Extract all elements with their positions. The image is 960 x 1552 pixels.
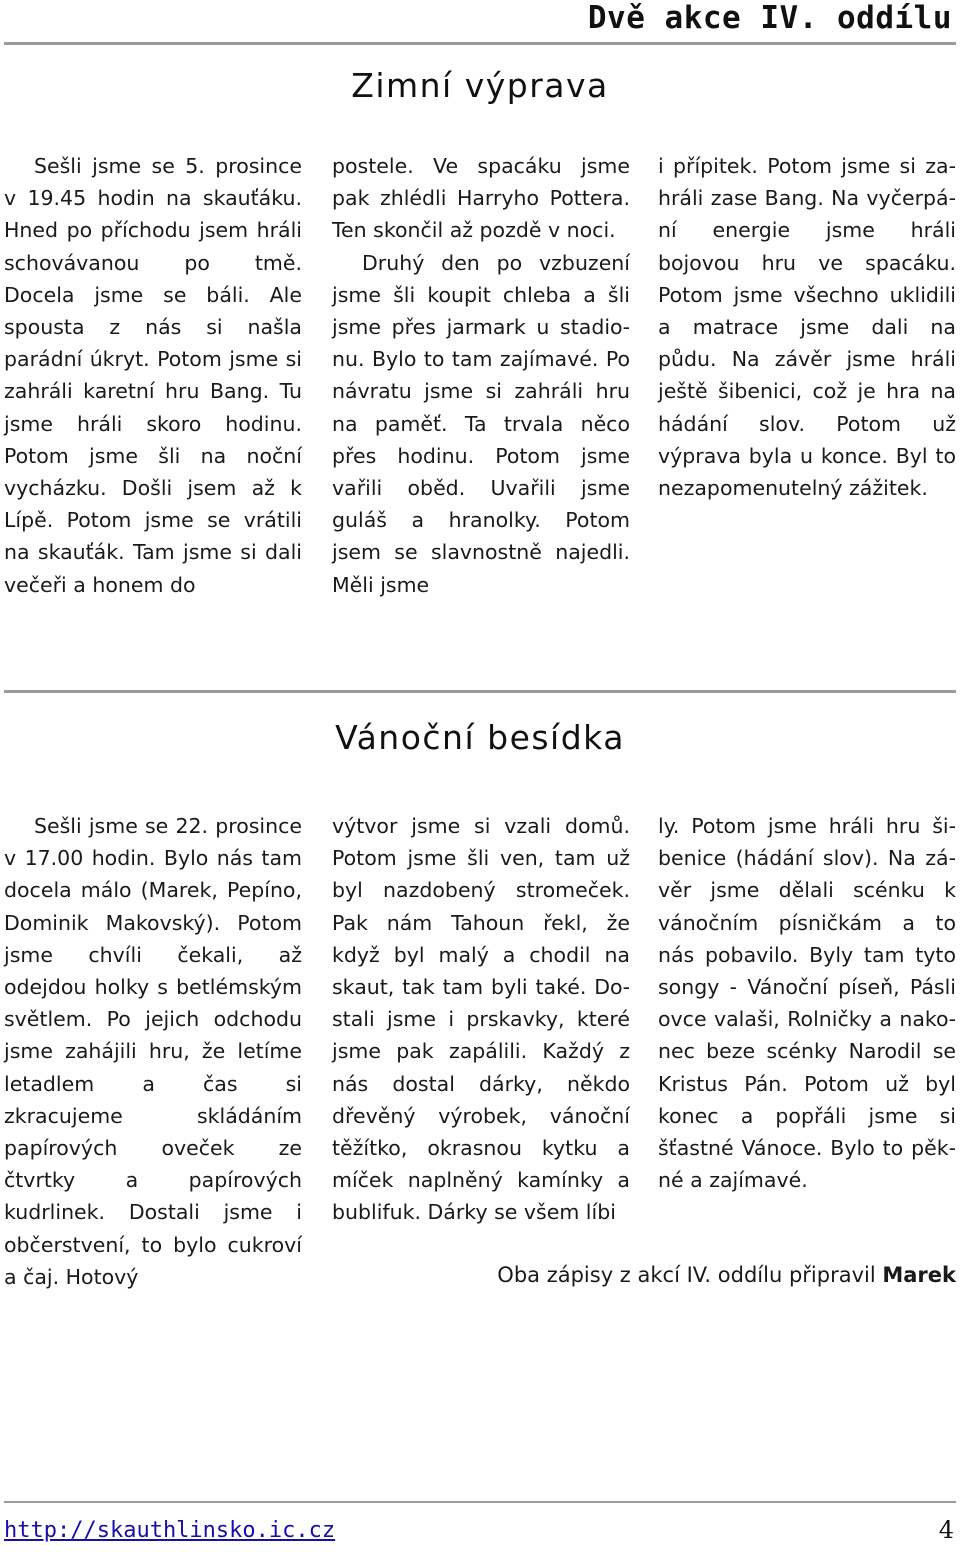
section1-paragraph: postele. Ve spacáku jsme pak zhlédli Harryho Pottera. Ten skončil až pozdě v noci. bbox=[332, 154, 630, 243]
section1-column-1 bbox=[4, 150, 302, 601]
section2-paragraph: výtvor jsme si vzali domů. Potom jsme šli ven, tam už byl nazdobený stromeček. Pak nám Tahoun řekl, že když byl malý a chodil na skaut, tak tam byli také. Dostali jsme i prskavky, které jsme pak zapálili. Každý z nás dostal dárky, někdo dřevěný výrobek, vánoční těžítko, okrasnou kytku a míček naplněný kamínky a bublifuk. Dárky se všem líbi bbox=[332, 814, 630, 1225]
credit-text: Oba zápisy z akcí IV. oddílu připravil bbox=[497, 1263, 883, 1287]
credit-author: Marek bbox=[882, 1263, 956, 1287]
section-title-vanocni-besidka: Vánoční besídka bbox=[335, 718, 625, 757]
footer-divider bbox=[4, 1501, 956, 1503]
top-divider bbox=[4, 42, 956, 45]
author-credit bbox=[497, 1259, 956, 1291]
section1-column-2 bbox=[332, 150, 630, 601]
section1-column-3 bbox=[658, 150, 956, 504]
section1-paragraph: Sešli jsme se 5. prosince v 19.45 hodin na skauťáku. Hned po příchodu jsem hráli schovávanou po tmě. Docela jsme se báli. Ale spousta z nás si našla parádní úkryt. Potom jsme si zahráli karetní hru Bang. Tu jsme hráli skoro hodinu. Potom jsme šli na noční vycházku. Došli jsem až k Lípě. Potom jsme se vrátili na skauťák. Tam jsme si dali večeři a honem do bbox=[4, 154, 302, 597]
website-link[interactable]: http://skauthlinsko.ic.cz bbox=[4, 1518, 336, 1543]
section2-column-1 bbox=[4, 810, 302, 1293]
section1-paragraph: i přípitek. Potom jsme si zahráli zase Bang. Na vyčerpání energie jsme hráli bojovou hru ve spacáku. Potom jsme všechno uklidili a matrace jsme dali na půdu. Na závěr jsme hráli ještě šibenici, což je hra na hádání slov. Potom už výprava byla u konce. Byl to nezapomenutelný zážitek. bbox=[658, 154, 956, 501]
section-divider bbox=[4, 690, 956, 693]
section2-paragraph: Sešli jsme se 22. prosince v 17.00 hodin. Bylo nás tam docela málo (Marek, Pepíno, Dominik Makovský). Potom jsme chvíli čekali, až odejdou holky s betlémským světlem. Po jejich odchodu jsme zahájili hru, že letíme letadlem a čas si zkracujeme skládáním papírových oveček ze čtvrtky a papírových kudrlinek. Dostali jsme i občerstvení, to bylo cukroví a čaj. Hotový bbox=[4, 814, 302, 1289]
page-number: 4 bbox=[938, 1516, 954, 1544]
section1-paragraph: Druhý den po vzbuzení jsme šli koupit chleba a šli jsme přes jarmark u stadionu. Bylo to tam zajímavé. Po návratu jsme si zahráli hru na paměť. Ta trvala něco přes hodinu. Potom jsme vařili oběd. Uvařili jsme guláš a hranolky. Potom jsem se slavnostně najedli. Měli jsme bbox=[332, 250, 630, 597]
section2-column-2 bbox=[332, 810, 630, 1229]
page-header-title: Dvě akce IV. oddílu bbox=[587, 0, 952, 36]
section2-paragraph: ly. Potom jsme hráli hru šibenice (hádání slov). Na závěr jsme dělali scénku k vánočním písničkám a to nás pobavilo. Byly tam tyto songy - Vánoční píseň, Pásli ovce valaši, Rolničky a nakonec beze scénky Narodil se Kristus Pán. Potom už byl konec a popřáli jsme si šťastné Vánoce. Bylo to pěkné a zajímavé. bbox=[658, 814, 956, 1193]
section-title-zimni-vyprava: Zimní výprava bbox=[351, 66, 609, 105]
section2-column-3 bbox=[658, 810, 956, 1196]
